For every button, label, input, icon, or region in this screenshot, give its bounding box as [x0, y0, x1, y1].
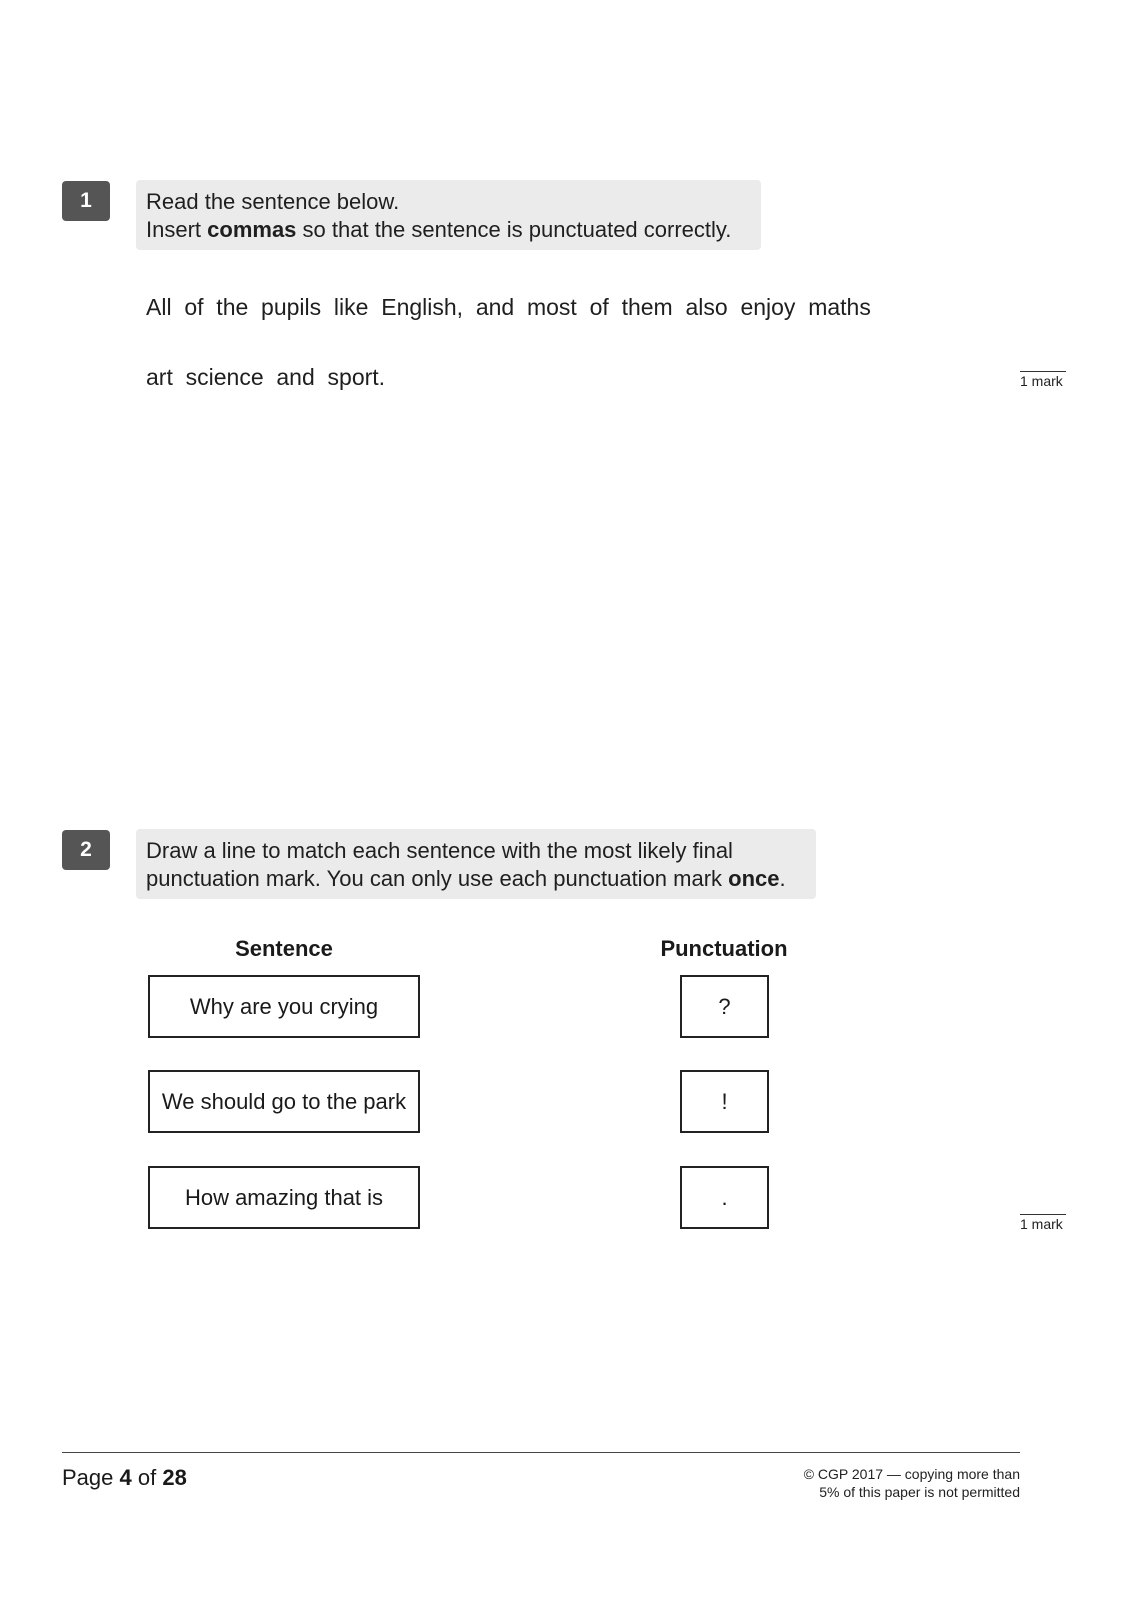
instruction-text: so that the sentence is punctuated correctly. [296, 217, 732, 242]
punctuation-column-header: Punctuation [660, 936, 788, 961]
question-2-number: 2 [62, 830, 110, 870]
instruction-bold: once [728, 866, 780, 891]
page-prefix: Page [62, 1465, 120, 1490]
question-2-instruction-line2 [146, 865, 806, 893]
punctuation-box[interactable]: . [680, 1166, 769, 1229]
sentence-box[interactable]: We should go to the park [148, 1070, 420, 1133]
question-2-mark: 1 mark [1020, 1214, 1066, 1232]
page-number [62, 1465, 187, 1491]
question-1-passage-line2: art science and sport. [146, 364, 386, 390]
question-1-instruction [136, 180, 761, 250]
instruction-text: Insert [146, 217, 208, 242]
question-1-instruction-line2 [146, 216, 751, 244]
instruction-text: punctuation mark. You can only use each punctuation mark [146, 866, 729, 891]
page-of: of [131, 1465, 163, 1490]
sentence-box[interactable]: How amazing that is [148, 1166, 420, 1229]
sentence-box[interactable]: Why are you crying [148, 975, 420, 1038]
instruction-bold: commas [207, 217, 297, 242]
sentence-column-header: Sentence [235, 936, 333, 961]
question-1-instruction-line1: Read the sentence below. [146, 189, 400, 214]
question-1-number: 1 [62, 181, 110, 221]
copyright-line1: © CGP 2017 — copying more than [803, 1466, 1020, 1482]
question-1-passage-line1: All of the pupils like English, and most of them also enjoy maths [146, 294, 871, 320]
punctuation-box[interactable]: ! [680, 1070, 769, 1133]
copyright-notice [804, 1465, 1020, 1501]
question-2-instruction [136, 829, 816, 899]
question-1-mark: 1 mark [1020, 371, 1066, 389]
copyright-line2: 5% of this paper is not permitted [819, 1484, 1020, 1500]
punctuation-box[interactable]: ? [680, 975, 769, 1038]
page-current: 4 [119, 1465, 132, 1490]
footer-divider [62, 1452, 1020, 1453]
question-2-instruction-line1: Draw a line to match each sentence with the most likely final [146, 838, 733, 863]
page-total: 28 [162, 1465, 187, 1490]
instruction-text: . [779, 866, 786, 891]
